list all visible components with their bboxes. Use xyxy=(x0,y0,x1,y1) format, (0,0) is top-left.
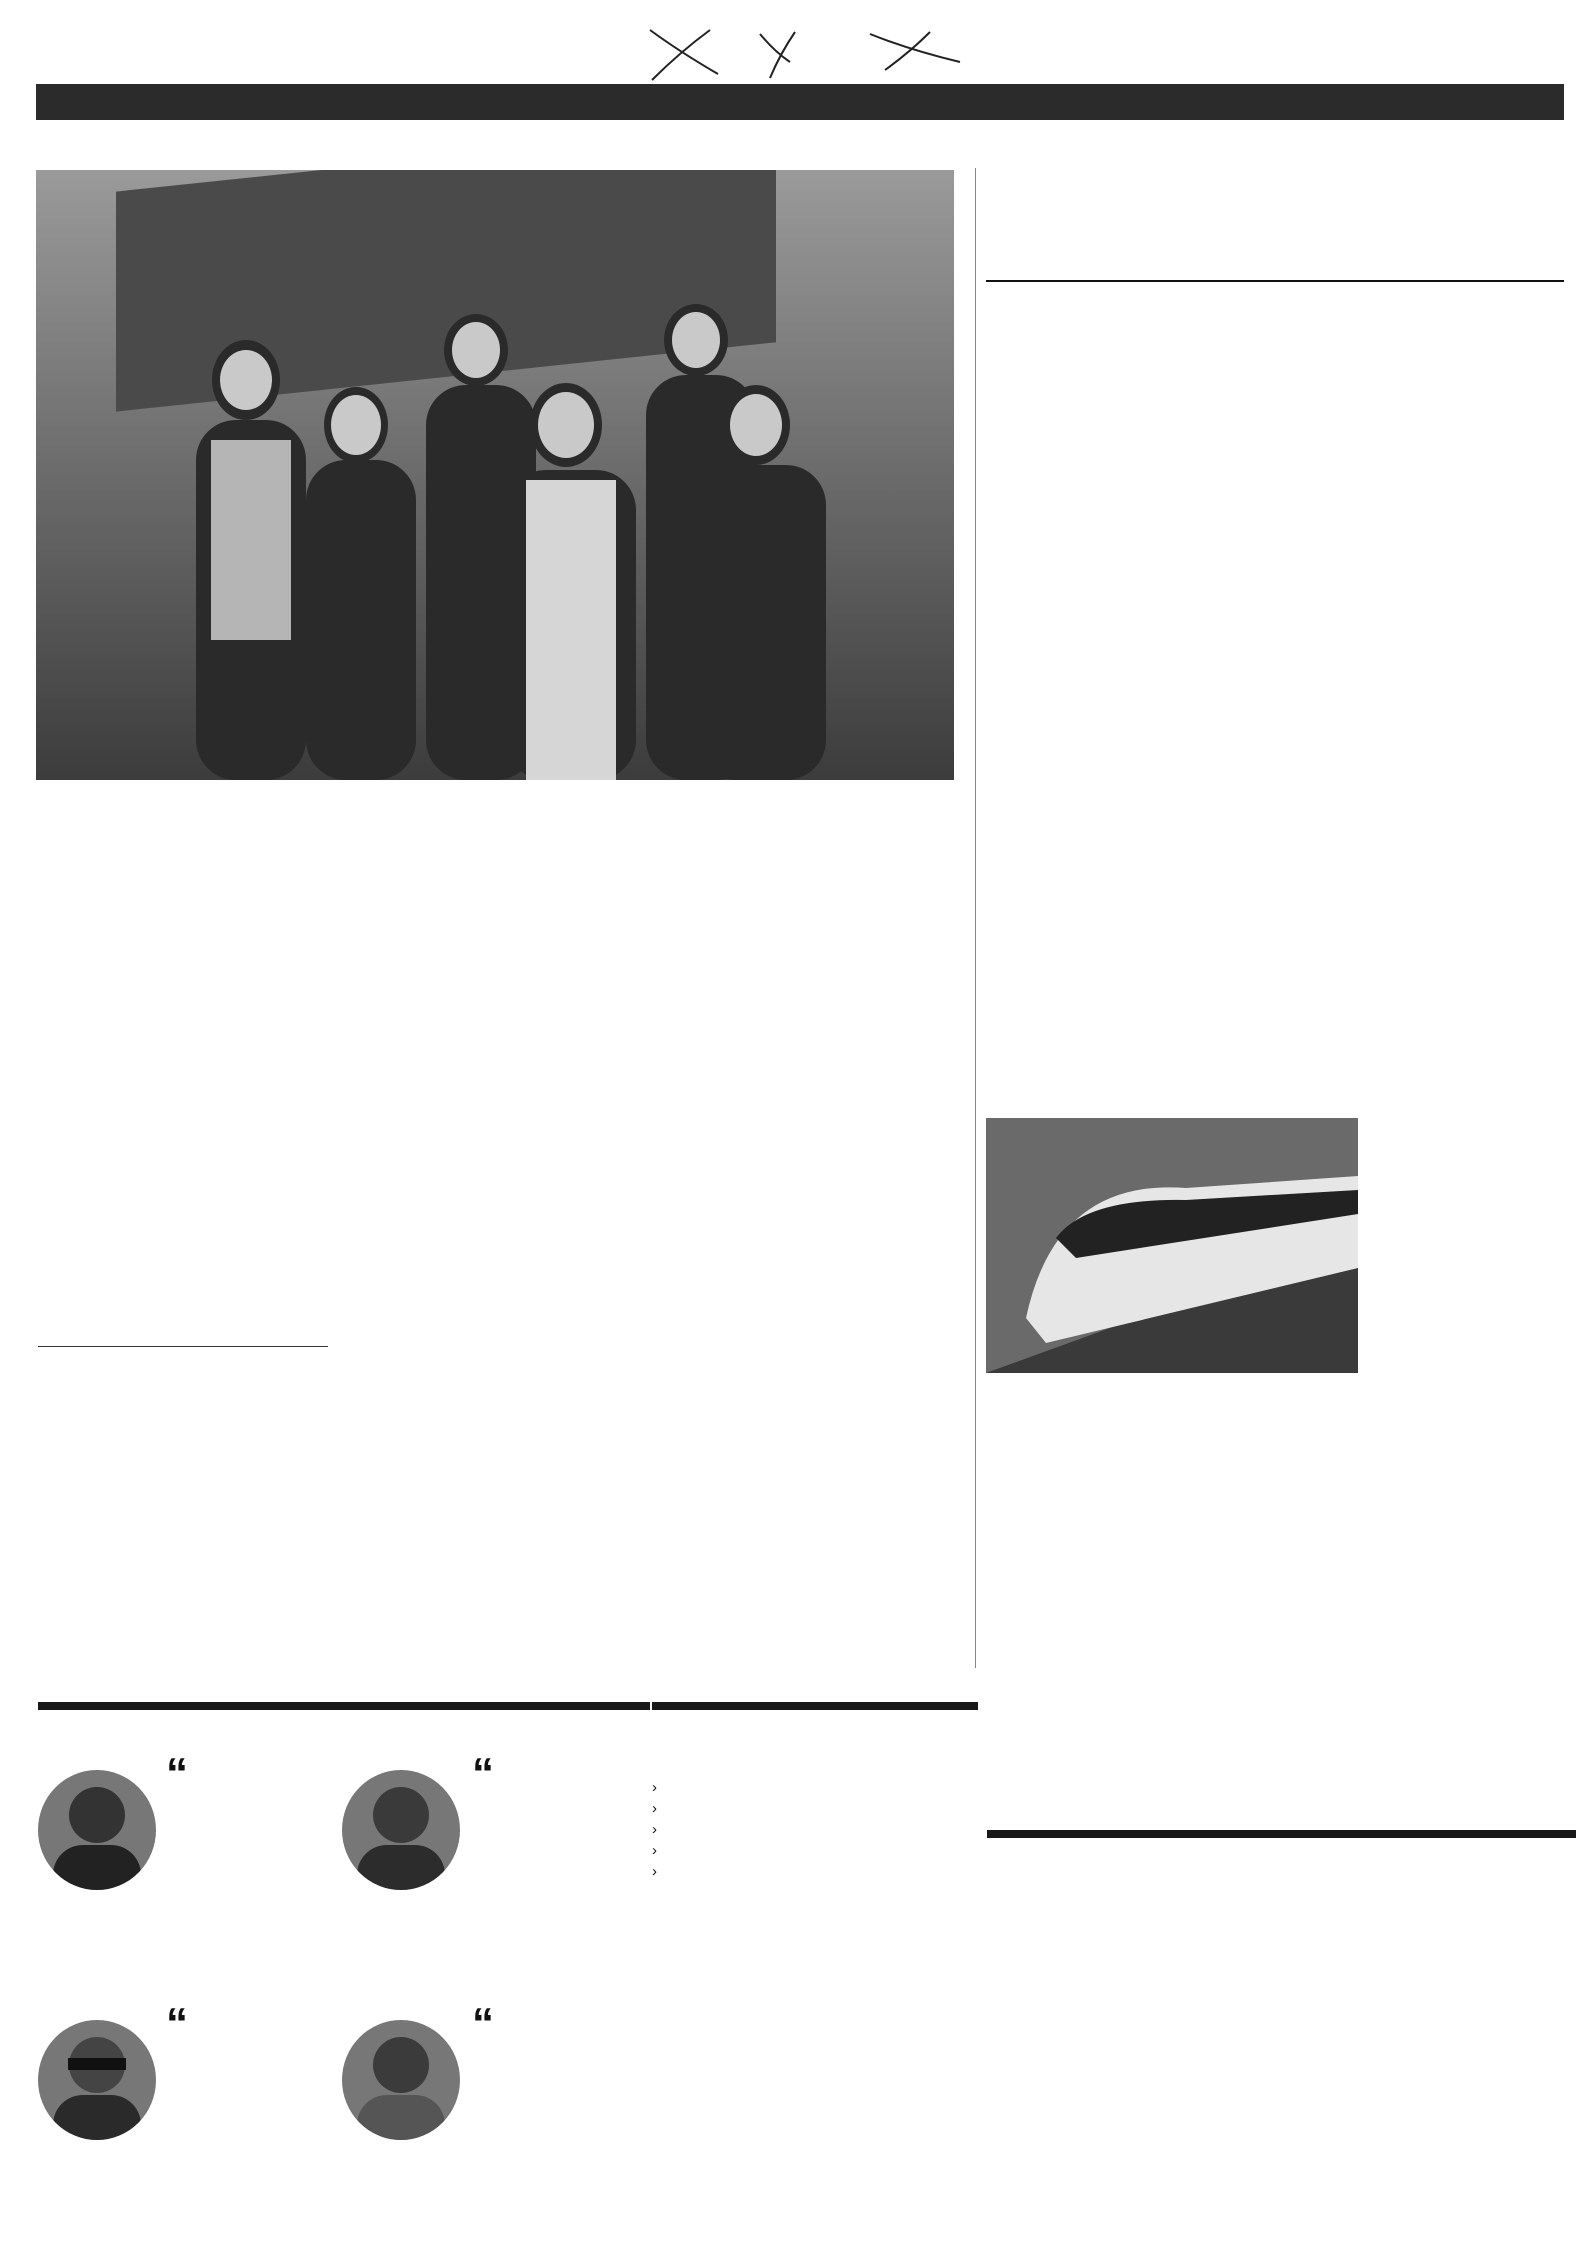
avatar xyxy=(342,2020,460,2140)
lead-photo xyxy=(36,170,954,780)
list-item: › xyxy=(652,1842,657,1859)
quote-mark: “ xyxy=(472,1749,494,1798)
quote-card xyxy=(330,2000,630,2255)
quote-card xyxy=(330,1750,630,2005)
avatar xyxy=(38,2020,156,2140)
list-item: › xyxy=(652,1800,657,1817)
galeria-header xyxy=(987,1830,1576,1838)
portrait xyxy=(38,1770,156,1890)
quote-mark: “ xyxy=(166,1999,188,2048)
entenda-list xyxy=(652,1778,954,1883)
quote-mark: “ xyxy=(472,1999,494,2048)
quotes-header xyxy=(38,1702,650,1710)
article-column-1 xyxy=(38,1356,328,1358)
train-illustration xyxy=(986,1118,1358,1373)
train-photo xyxy=(986,1118,1358,1373)
list-item: › xyxy=(652,1863,657,1880)
photo-illustration xyxy=(36,170,954,780)
avatar xyxy=(38,1770,156,1890)
portrait xyxy=(342,1770,460,1890)
quote-mark: “ xyxy=(166,1749,188,1798)
section-band xyxy=(36,84,1564,120)
portrait xyxy=(342,2020,460,2140)
quote-card xyxy=(38,2000,338,2255)
portrait xyxy=(38,2020,156,2140)
column-divider xyxy=(975,168,976,1668)
handwritten-marks xyxy=(640,22,970,82)
plenario-rule xyxy=(986,280,1564,282)
avatar xyxy=(342,1770,460,1890)
list-item: › xyxy=(652,1779,657,1796)
entenda-header xyxy=(652,1702,978,1710)
quote-card xyxy=(38,1750,338,2005)
list-item: › xyxy=(652,1821,657,1838)
byline-rule xyxy=(38,1346,328,1347)
